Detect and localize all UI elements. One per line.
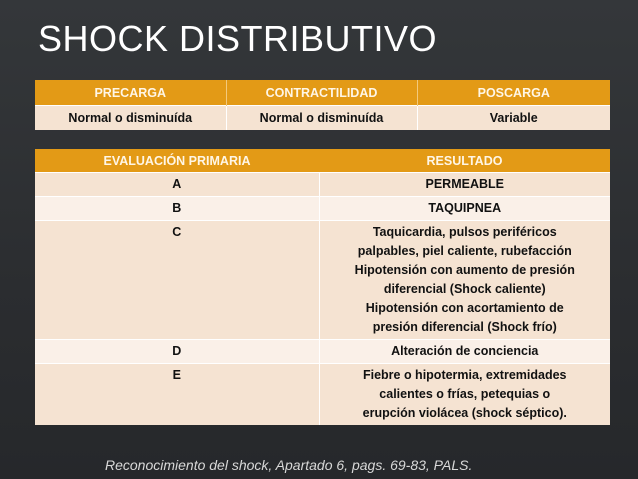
hemodynamics-header-row (35, 80, 610, 106)
row-result (319, 197, 610, 221)
row-result (319, 340, 610, 364)
header-evaluacion: EVALUACIÓN PRIMARIA (35, 149, 319, 173)
result-line: Hipotensión con aumento de presión (354, 263, 575, 277)
header-poscarga: POSCARGA (417, 80, 610, 106)
row-result (319, 221, 610, 340)
result-line: erupción violácea (shock séptico). (362, 406, 567, 420)
hemodynamics-value-row (35, 106, 610, 131)
table-row (35, 364, 610, 426)
value-contractilidad: Normal o disminuída (226, 106, 417, 131)
result-line: calientes o frías, petequias o (379, 387, 551, 401)
result-line: presión diferencial (Shock frío) (372, 320, 557, 334)
row-label: B (35, 197, 319, 221)
header-precarga: PRECARGA (35, 80, 226, 106)
row-label: D (35, 340, 319, 364)
header-resultado: RESULTADO (319, 149, 610, 173)
table-row (35, 340, 610, 364)
hemodynamics-table (35, 80, 610, 130)
row-label: C (35, 221, 319, 340)
row-result (319, 364, 610, 426)
value-precarga: Normal o disminuída (35, 106, 226, 131)
value-poscarga: Variable (417, 106, 610, 131)
result-line: Alteración de conciencia (391, 344, 539, 358)
result-line: Fiebre o hipotermia, extremidades (362, 368, 567, 382)
result-line: Taquicardia, pulsos periféricos (372, 225, 557, 239)
evaluation-table (35, 149, 610, 425)
result-line: palpables, piel caliente, rubefacción (357, 244, 572, 258)
table-row (35, 197, 610, 221)
reference-footer: Reconocimiento del shock, Apartado 6, pags. 69-83, PALS. (105, 457, 473, 473)
slide-title: SHOCK DISTRIBUTIVO (38, 18, 438, 59)
table-row (35, 173, 610, 197)
result-line: TAQUIPNEA (428, 201, 502, 215)
table-row (35, 221, 610, 340)
header-contractilidad: CONTRACTILIDAD (226, 80, 417, 106)
result-line: Hipotensión con acortamiento de (365, 301, 564, 315)
result-line: PERMEABLE (425, 177, 504, 191)
result-line: diferencial (Shock caliente) (383, 282, 546, 296)
row-label: E (35, 364, 319, 426)
evaluation-header-row (35, 149, 610, 173)
row-label: A (35, 173, 319, 197)
row-result (319, 173, 610, 197)
